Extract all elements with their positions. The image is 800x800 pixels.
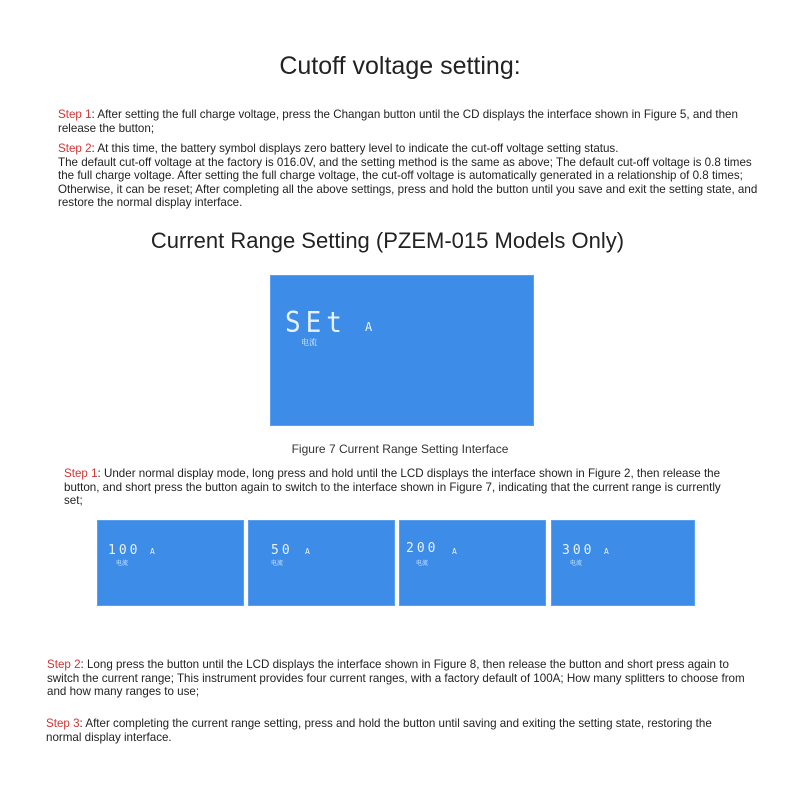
current-range-title: Current Range Setting (PZEM-015 Models Only) <box>150 228 625 253</box>
lcd-sublabel: 电流 <box>416 560 429 567</box>
lcd-screen-range-200 <box>399 520 546 606</box>
lcd-sublabel: 电流 <box>271 560 284 567</box>
cutoff-step2-paragraph <box>58 142 770 210</box>
lcd-digits: 50 <box>271 543 293 558</box>
lcd-unit: A <box>365 320 373 334</box>
step-text: : After completing the current range setting, press and hold the button until saving and exiting the setting state, restoring the normal display interface. <box>46 717 712 744</box>
step-text: : At this time, the battery symbol displays zero battery level to indicate the cut-off voltage setting status. <box>91 142 619 155</box>
step-text: : Under normal display mode, long press and hold until the LCD displays the interface shown in Figure 2, then release the button, and short press the button again to switch to the interface shown in Figure 7, indicating that the current range is currently set; <box>64 467 721 507</box>
step-label: Step 3 <box>46 717 80 730</box>
step-label: Step 2 <box>47 658 81 671</box>
lcd-digits: 200 <box>406 541 439 556</box>
cutoff-step1-paragraph <box>58 108 768 135</box>
lcd-digits: 300 <box>562 543 595 558</box>
step-label: Step 2 <box>58 142 92 155</box>
lcd-screen-range-50 <box>248 520 395 606</box>
lcd-screen-range-100 <box>97 520 244 606</box>
range-step3-paragraph <box>46 717 726 744</box>
lcd-unit: A <box>604 547 609 556</box>
cutoff-voltage-title: Cutoff voltage setting: <box>279 52 521 80</box>
step-text-continued: The default cut-off voltage at the factory is 016.0V, and the setting method is the same as above; The default cut-off voltage is 0.8 times the full charge voltage. After setting the full charge voltage, the cut-off voltage is automatically generated in a relationship of 0.8 times; Otherwise, it can be reset; After completing all the above settings, press and hold the button until you save and exit the setting state, and restore the normal display interface. <box>58 155 758 209</box>
range-step1-paragraph <box>64 467 724 508</box>
lcd-screen-set <box>270 275 534 426</box>
step-label: Step 1 <box>64 467 98 480</box>
lcd-screen-range-300 <box>551 520 695 606</box>
lcd-sublabel: 电流 <box>301 338 317 347</box>
step-text: : Long press the button until the LCD displays the interface shown in Figure 8, then release the button and short press again to switch the current range; This instrument provides four current ranges, with a factory default of 100A; How many splitters to choose from and how many ranges to use; <box>47 658 745 698</box>
figure-caption: Figure 7 Current Range Setting Interface <box>291 442 509 456</box>
lcd-unit: A <box>452 547 457 556</box>
range-step2-paragraph <box>47 658 747 699</box>
lcd-digits: SEt <box>285 306 347 340</box>
step-text: : After setting the full charge voltage, press the Changan button until the CD displays the interface shown in Figure 5, and then release the button; <box>58 108 738 135</box>
lcd-digits: 100 <box>108 543 141 558</box>
step-label: Step 1 <box>58 108 92 121</box>
lcd-unit: A <box>150 547 155 556</box>
lcd-sublabel: 电流 <box>116 560 129 567</box>
lcd-unit: A <box>305 547 310 556</box>
lcd-sublabel: 电流 <box>570 560 583 567</box>
